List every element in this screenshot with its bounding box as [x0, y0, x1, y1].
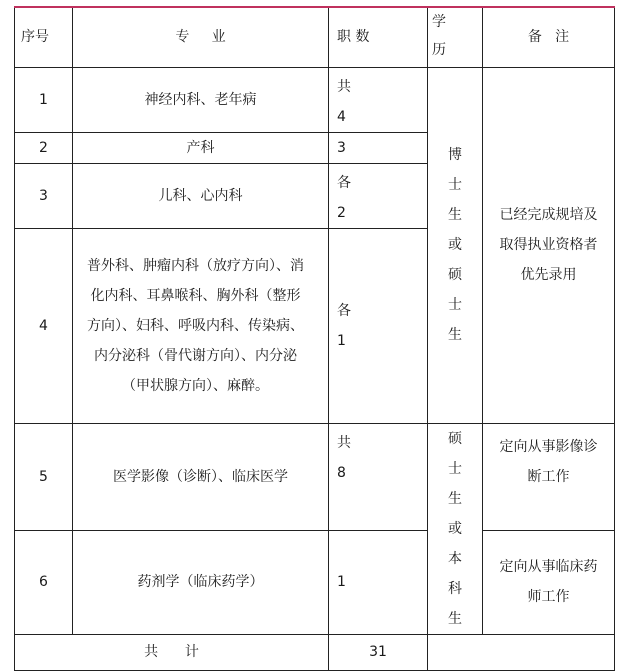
row-major: 药剂学（临床药学） — [73, 530, 329, 634]
total-row — [15, 634, 615, 670]
education-group-2 — [428, 423, 483, 634]
row-count — [329, 228, 428, 423]
remark-1: 已经完成规培及取得执业资格者优先录用 — [483, 67, 615, 423]
row-count-value: 1 — [337, 332, 346, 349]
row-count-value: 4 — [337, 108, 346, 125]
education-group-text: 硕士生或本科生 — [448, 430, 462, 627]
education-group-1 — [428, 67, 483, 423]
row-major: 儿科、心内科 — [73, 163, 329, 228]
row-seq: 2 — [15, 132, 73, 163]
row-count-prefix: 共 — [337, 434, 351, 451]
row-count-value: 1 — [337, 574, 346, 590]
header-major: 专 业 — [73, 7, 329, 67]
row-seq: 3 — [15, 163, 73, 228]
header-education — [428, 7, 483, 67]
row-count — [329, 132, 428, 163]
row-count-value: 8 — [337, 464, 346, 481]
row-count-prefix: 各 — [337, 174, 351, 191]
header-count: 职 数 — [329, 7, 428, 67]
recruitment-table-container — [14, 6, 614, 660]
row-seq: 1 — [15, 67, 73, 132]
header-row — [15, 7, 615, 67]
row-major: 医学影像（诊断）、临床医学 — [73, 423, 329, 530]
row-count — [329, 163, 428, 228]
row-seq: 4 — [15, 228, 73, 423]
remark-2: 定向从事影像诊断工作 — [483, 423, 615, 530]
row-seq: 6 — [15, 530, 73, 634]
row-count-prefix: 共 — [337, 78, 351, 95]
total-label: 共 计 — [15, 634, 329, 670]
header-education-text: 学历 — [432, 14, 446, 58]
row-count-value: 2 — [337, 204, 346, 221]
row-count — [329, 530, 428, 634]
row-count — [329, 67, 428, 132]
row-major: 神经内科、老年病 — [73, 67, 329, 132]
recruitment-table — [14, 6, 615, 671]
education-group-text: 博士生或硕士生 — [448, 147, 462, 343]
row-count-value: 3 — [337, 139, 346, 156]
row-major: 产科 — [73, 132, 329, 163]
row-major: 普外科、肿瘤内科（放疗方向）、消化内科、耳鼻喉科、胸外科（整形方向）、妇科、呼吸内科、传染病、内分泌科（骨代谢方向）、内分泌（甲状腺方向）、麻醉。 — [73, 228, 329, 423]
row-seq: 5 — [15, 423, 73, 530]
table-row-5 — [15, 423, 615, 530]
header-seq: 序号 — [15, 7, 73, 67]
remark-3: 定向从事临床药师工作 — [483, 530, 615, 634]
table-row-6 — [15, 530, 615, 634]
total-value: 31 — [329, 634, 428, 670]
table-row-1 — [15, 67, 615, 132]
row-count-prefix: 各 — [337, 302, 351, 319]
header-remark: 备 注 — [483, 7, 615, 67]
row-count — [329, 423, 428, 530]
total-empty — [428, 634, 615, 670]
